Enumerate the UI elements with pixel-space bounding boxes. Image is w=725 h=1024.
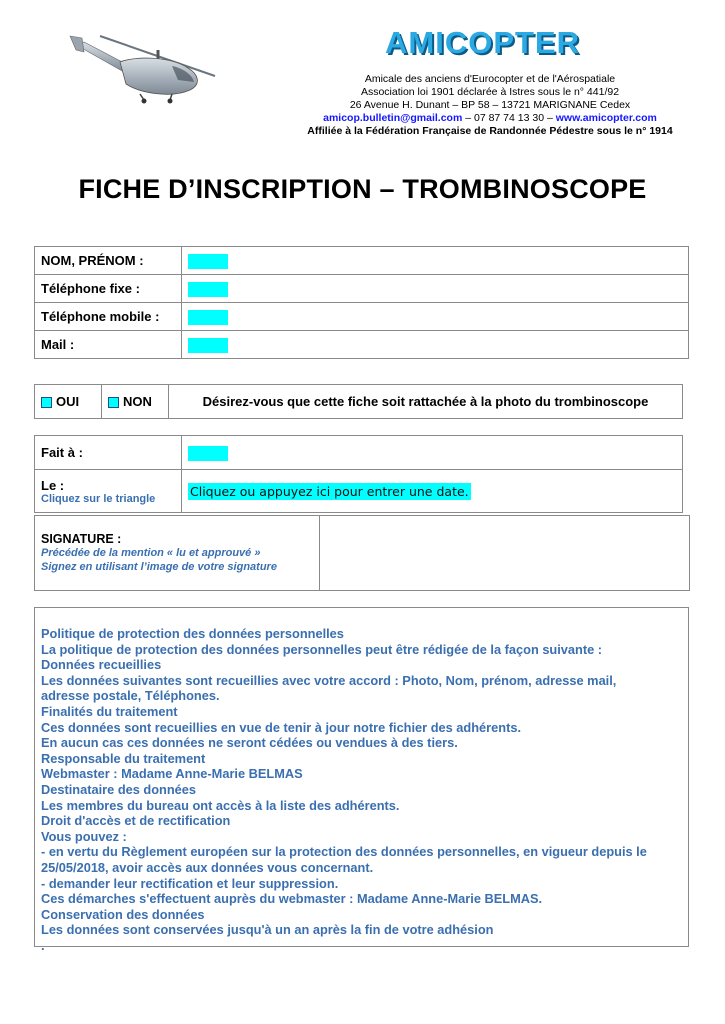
helicopter-logo xyxy=(60,28,220,108)
policy-line: Conservation des données xyxy=(41,906,205,922)
policy-line: adresse postale, Téléphones. xyxy=(41,688,220,704)
no-label: NON xyxy=(123,394,152,409)
privacy-policy-box xyxy=(34,607,689,953)
signature-table xyxy=(34,515,690,591)
yes-label: OUI xyxy=(56,394,80,409)
policy-line: Les données suivantes sont recueillies avec votre accord : Photo, Nom, prénom, adresse mail, xyxy=(41,672,617,688)
policy-line: Finalités du traitement xyxy=(41,703,178,719)
le-label: Le : xyxy=(41,477,65,493)
signature-hint-1: Précédée de la mention « lu et approuvé » xyxy=(41,547,261,559)
phone-label: Téléphone fixe : xyxy=(35,275,182,303)
no-checkbox[interactable] xyxy=(108,397,119,408)
mobile-input[interactable] xyxy=(188,310,228,325)
fait-input[interactable] xyxy=(188,446,228,461)
website-link[interactable]: www.amicopter.com xyxy=(555,112,657,124)
mail-label: Mail : xyxy=(35,331,182,359)
date-field-cell xyxy=(182,470,683,513)
identity-row-name xyxy=(35,247,689,275)
le-hint: Cliquez sur le triangle xyxy=(41,492,156,505)
mobile-label: Téléphone mobile : xyxy=(35,303,182,331)
signature-hint-2: Signez en utilisant l’image de votre signature xyxy=(41,561,277,573)
policy-line: Données recueillies xyxy=(41,657,162,673)
signature-label: SIGNATURE : xyxy=(41,532,122,546)
brand-logo xyxy=(350,22,615,64)
policy-line: Droit d'accès et de rectification xyxy=(41,813,231,829)
policy-line: - en vertu du Règlement européen sur la protection des données personnelles, en vigueur depuis le xyxy=(41,844,647,860)
policy-line: Les membres du bureau ont accès à la liste des adhérents. xyxy=(41,797,400,813)
address-line-3: 26 Avenue H. Dunant – BP 58 – 13721 MARIGNANE Cedex xyxy=(349,99,631,111)
policy-line: Politique de protection des données personnelles xyxy=(41,626,344,641)
phone-number: – 07 87 74 13 30 – xyxy=(462,112,556,124)
no-option[interactable] xyxy=(102,385,169,419)
le-label-cell xyxy=(35,470,182,513)
mobile-field-cell xyxy=(182,303,689,331)
signature-area[interactable] xyxy=(320,516,690,591)
policy-line: - demander leur rectification et leur suppression. xyxy=(41,875,339,891)
identity-table xyxy=(34,246,689,359)
identity-row-phone xyxy=(35,275,689,303)
page-title: FICHE D’INSCRIPTION – TROMBINOSCOPE xyxy=(78,174,647,204)
fait-field-cell xyxy=(182,436,683,470)
mail-input[interactable] xyxy=(188,338,228,353)
policy-line: Destinataire des données xyxy=(41,781,197,797)
policy-line: Les données sont conservées jusqu'à un an après la fin de votre adhésion xyxy=(41,922,494,938)
affiliation-line: Affiliée à la Fédération Française de Randonnée Pédestre sous le n° 1914 xyxy=(307,125,673,137)
name-field-cell xyxy=(182,247,689,275)
policy-line: La politique de protection des données personnelles peut être rédigée de la façon suivante : xyxy=(41,641,603,657)
date-picker[interactable]: Cliquez ou appuyez ici pour entrer une date. xyxy=(190,483,469,499)
contact-line xyxy=(270,112,710,125)
address-line-2: Association loi 1901 déclarée à Istres sous le n° 441/92 xyxy=(360,86,620,98)
phone-input[interactable] xyxy=(188,282,228,297)
brand-name: AMICOPTER xyxy=(385,25,580,60)
policy-line: . xyxy=(41,937,45,953)
phone-field-cell xyxy=(182,275,689,303)
consent-table xyxy=(34,384,683,419)
yes-checkbox[interactable] xyxy=(41,397,52,408)
policy-line: 25/05/2018, avoir accès aux données vous concernant. xyxy=(41,859,374,875)
policy-line: Webmaster : Madame Anne-Marie BELMAS xyxy=(41,766,303,782)
policy-line: Vous pouvez : xyxy=(41,828,127,844)
place-date-table xyxy=(34,435,683,513)
consent-question: Désirez-vous que cette fiche soit rattachée à la photo du trombinoscope xyxy=(169,385,683,419)
policy-line: En aucun cas ces données ne seront cédées ou vendues à des tiers. xyxy=(41,735,458,751)
yes-option[interactable] xyxy=(35,385,102,419)
address-line-1: Amicale des anciens d'Eurocopter et de l'Aérospatiale xyxy=(364,73,616,85)
name-label: NOM, PRÉNOM : xyxy=(35,247,182,275)
fait-label: Fait à : xyxy=(35,436,182,470)
policy-line: Ces démarches s'effectuent auprès du webmaster : Madame Anne-Marie BELMAS. xyxy=(41,891,543,907)
name-input[interactable] xyxy=(188,254,228,269)
policy-line: Responsable du traitement xyxy=(41,750,206,766)
email-link[interactable]: amicop.bulletin@gmail.com xyxy=(323,112,463,124)
policy-line: Ces données sont recueillies en vue de tenir à jour notre fichier des adhérents. xyxy=(41,719,522,735)
identity-row-mail xyxy=(35,331,689,359)
signature-label-cell xyxy=(35,516,320,591)
identity-row-mobile xyxy=(35,303,689,331)
mail-field-cell xyxy=(182,331,689,359)
